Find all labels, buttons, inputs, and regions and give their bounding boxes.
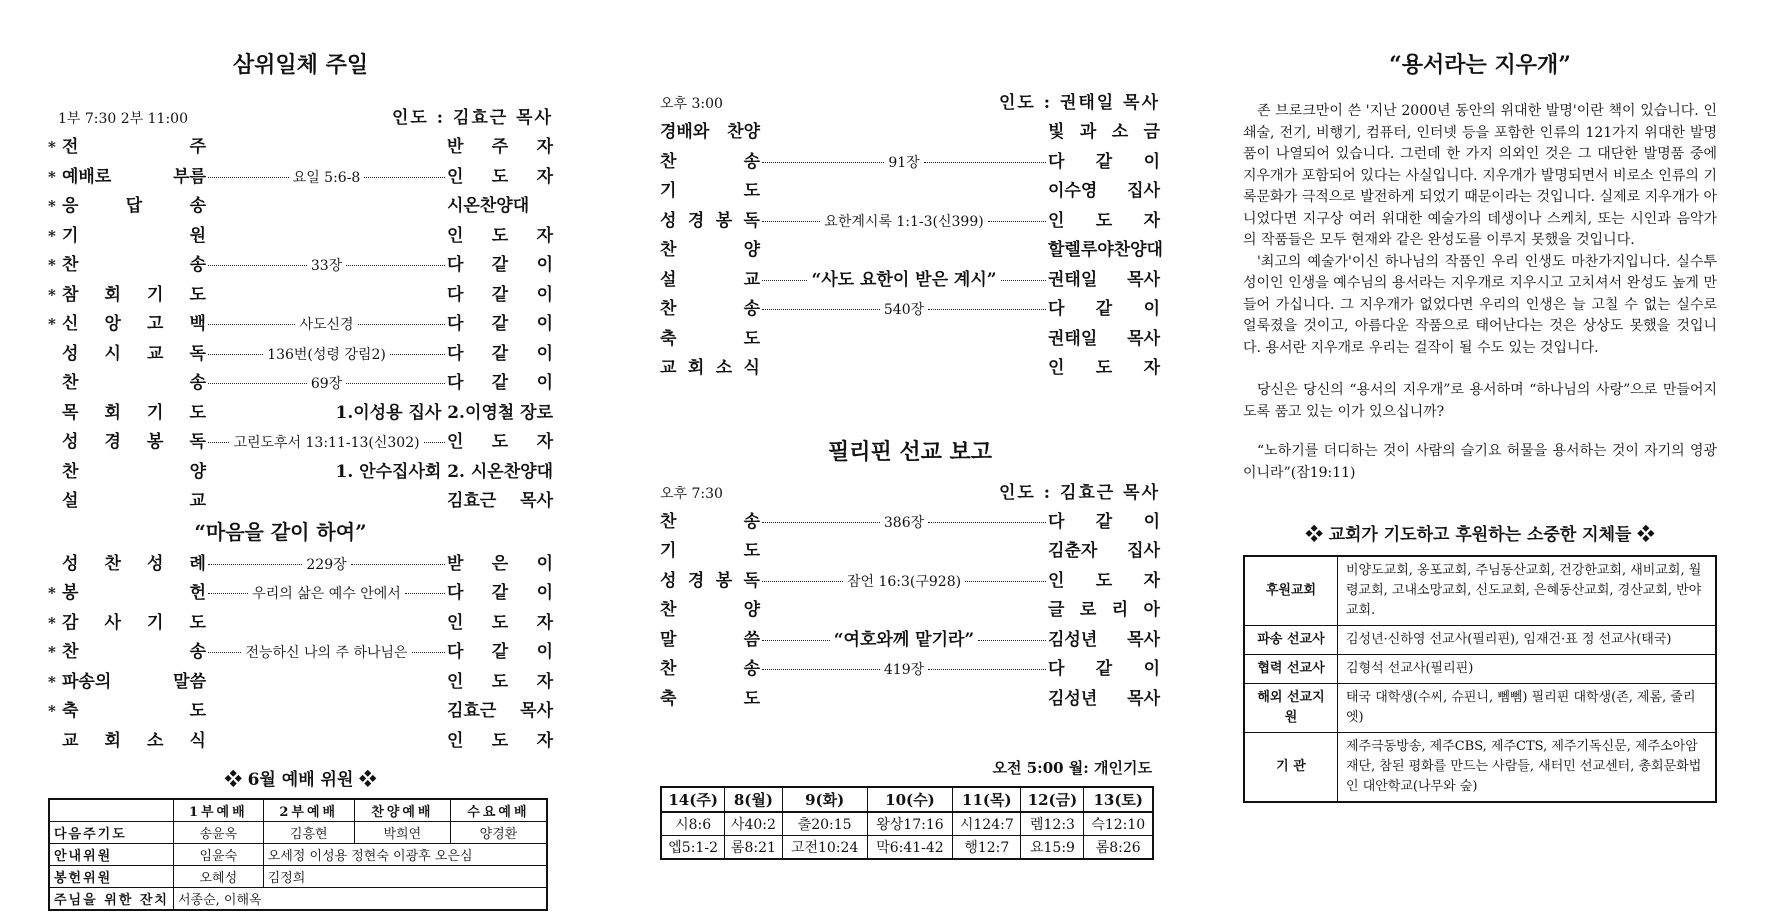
service-item-row <box>660 536 1160 566</box>
leader-line <box>762 640 830 641</box>
required-mark: * <box>48 138 56 156</box>
required-mark: * <box>48 672 56 691</box>
service-item-person: 다 같 이 <box>1048 659 1160 679</box>
support-title: ❖ 교회가 기도하고 후원하는 소중한 지체들 ❖ <box>1305 525 1655 545</box>
dotted-leader <box>760 152 1048 172</box>
support-category: 해외 선교지원 <box>1244 684 1338 733</box>
leader-line <box>346 383 445 384</box>
duty-header-cell: 1부예배 <box>173 799 263 822</box>
required-mark: * <box>48 197 56 215</box>
service-item-person: 빛 과 소 금 <box>1048 122 1160 142</box>
duty-row <box>49 822 547 844</box>
duty-header-cell: 수요예배 <box>450 799 547 822</box>
duty-cell: 임윤숙 <box>173 844 263 866</box>
dotted-leader <box>206 314 447 334</box>
service-item-person: 다 같 이 <box>1048 299 1160 319</box>
leader-line <box>762 669 880 670</box>
dotted-leader <box>206 417 336 418</box>
support-category: 파송 선교사 <box>1244 626 1338 655</box>
duty-title: ❖ 6월 예배 위원 ❖ <box>224 770 377 790</box>
article-paragraph-2: '최고의 예술가'이신 하나님의 작품인 우리 인생도 마찬가지입니다. 실수투성이인 인생을 예수님의 용서라는 지우개로 지우시고 고치셔서 완성도 높게 만들어 가십니다. 그 지우개가 없었다면 우리의 인생은 늘 고칠 수 없는 실수로 얼룩졌을 것이고, 아름다운 작품으로 태어난다는 것은 상상도 못했을 것입니다. 용서란 지우개로 우리는 걸작이 될 수도 있는 것입니다. <box>1243 253 1717 356</box>
dotted-leader <box>760 211 1048 231</box>
service-item-label: 기 도 <box>660 541 760 561</box>
service-item-person: 권태일 목사 <box>1048 269 1160 290</box>
dotted-leader <box>206 151 447 152</box>
order-of-service-afternoon <box>660 0 1163 860</box>
required-mark: * <box>48 702 56 720</box>
duty-row <box>49 844 547 866</box>
service-item-detail: 69장 <box>310 376 343 392</box>
service-item-row <box>48 578 553 608</box>
service-item-label: 말 씀 <box>660 629 760 650</box>
reading-day: 14(주) <box>661 787 725 812</box>
reading-verse: 막6:41-42 <box>867 836 952 860</box>
service-item-person: 인 도 자 <box>447 225 553 246</box>
duty-cell: 양경환 <box>450 822 547 844</box>
article-title: “용서라는 지우개” <box>1389 52 1571 78</box>
service-item-row <box>48 191 553 221</box>
service-item-label: 찬 송 <box>62 373 206 393</box>
service-item-person: 다 같 이 <box>447 284 553 305</box>
reading-verse: 렘12:3 <box>1021 812 1084 836</box>
service-item-label: 감 사 기 도 <box>62 612 206 633</box>
duty-cell: 김흥현 <box>263 822 354 844</box>
service-item-person: 받 은 이 <box>447 553 553 574</box>
dotted-leader <box>760 343 1048 344</box>
leader-line <box>1001 280 1046 281</box>
order-of-service-morning <box>48 0 553 911</box>
service-item-label: 성 경 봉 독 <box>660 210 760 231</box>
evening-header <box>660 478 1160 503</box>
reading-row <box>661 812 1153 836</box>
leader-line <box>346 265 445 266</box>
support-table <box>1243 555 1717 803</box>
service-item-person: 김효근 목사 <box>447 491 553 511</box>
dotted-leader <box>760 614 1048 615</box>
service-item-label: 성 경 봉 독 <box>62 432 206 452</box>
service-item-row <box>660 294 1160 324</box>
duty-header-cell: 2부예배 <box>263 799 354 822</box>
required-mark: * <box>48 613 56 632</box>
service-item-label: 찬 양 <box>660 600 760 620</box>
service-item-detail: 229장 <box>306 556 347 573</box>
service-item-label: 참 회 기 도 <box>62 284 206 305</box>
support-row <box>1244 733 1716 803</box>
duty-row <box>49 888 547 911</box>
service-item-row <box>48 368 553 398</box>
required-mark: * <box>48 643 56 661</box>
service-item-label: 경배와 찬양 <box>660 122 760 142</box>
required-mark: * <box>48 256 56 274</box>
service-item-row <box>660 147 1160 177</box>
service-item-person: 이수영 집사 <box>1048 181 1160 201</box>
reading-row <box>661 836 1153 860</box>
dotted-leader <box>760 265 1048 290</box>
service-item-row <box>48 457 553 487</box>
service-item-person: 인 도 자 <box>1048 210 1160 231</box>
evening-time: 오후 7:30 <box>660 485 723 502</box>
duty-role: 봉헌위원 <box>49 866 173 888</box>
service-item-row <box>48 427 553 457</box>
required-mark: * <box>48 226 56 245</box>
service-item-label: 축 도 <box>660 328 760 349</box>
leader-line <box>978 640 1046 641</box>
dotted-leader <box>206 210 447 211</box>
dotted-leader <box>206 627 447 628</box>
reading-row <box>661 787 1153 812</box>
article-paragraph-1: 존 브로크만이 쓴 '지난 2000년 동안의 위대한 발명'이란 책이 있습니다. 인쇄술, 전기, 비행기, 컴퓨터, 인터넷 등을 포함한 인류의 121가지 위대한 발명품이 나열되어 있습니다. 그런데 한 가지 의외인 것은 그 대단한 발명품 중에 지우개가 포함되어 있다는 사실입니다. 지우개가 발명되면서 비로소 인류의 기록문화가 극적으로 발전하게 되었기 때문이라는 것입니다. 실제로 지우개가 아니었다면 지구상 여러 위대한 예술가의 데생이나 스케치, 또는 시인과 음악가의 작품들은 모두 현재와 같은 완성도를 이루지 못했을 것입니다. <box>1243 103 1717 248</box>
leader-line <box>412 652 445 653</box>
dotted-leader <box>206 642 447 662</box>
reading-verse: 요15:9 <box>1021 836 1084 860</box>
service-item-detail: 요일 5:6-8 <box>292 169 361 186</box>
leader-line <box>762 162 884 163</box>
support-row <box>1244 626 1716 655</box>
service-item-person: 반 주 자 <box>447 137 553 157</box>
service-item-row <box>660 353 1160 383</box>
service-item-label: 기 원 <box>62 225 206 246</box>
service-item-row <box>660 117 1160 147</box>
service-item-person: 인 도 자 <box>447 166 553 187</box>
afternoon-header <box>660 88 1160 113</box>
service-item-row <box>48 696 553 726</box>
reading-day: 8(월) <box>725 787 782 812</box>
service-item-person: 권태일 목사 <box>1048 328 1160 349</box>
dotted-leader <box>206 240 447 241</box>
service-item-person: 다 같 이 <box>447 373 553 393</box>
support-row <box>1244 684 1716 733</box>
leader-line <box>208 652 241 653</box>
afternoon-time: 오후 3:00 <box>660 96 723 112</box>
service-item-detail: 잠언 16:3(구928) <box>846 573 962 590</box>
reading-day: 12(금) <box>1021 787 1084 812</box>
service-item-person: 1. 안수집사회 2. 시온찬양대 <box>335 461 553 482</box>
service-item-row <box>660 235 1163 265</box>
leader-line <box>762 221 820 222</box>
dotted-leader <box>206 299 447 300</box>
leader-line <box>762 581 843 582</box>
support-category: 후원교회 <box>1244 556 1338 626</box>
service-item-person: 김효근 목사 <box>447 701 553 721</box>
service-item-row <box>48 398 553 428</box>
service-item-label: 찬 송 <box>62 255 206 275</box>
service-item-row <box>48 309 553 339</box>
service-item-person: 김성년 목사 <box>1048 629 1160 650</box>
service-item-detail: 136번(성령 강림2) <box>267 346 386 363</box>
service-item-person: 인 도 자 <box>447 671 553 692</box>
service-item-label: 성 찬 성 례 <box>62 553 206 574</box>
leader-line <box>928 309 1046 310</box>
service-item-person: 다 같 이 <box>1048 151 1160 172</box>
service-item-person: 다 같 이 <box>447 314 553 334</box>
service-item-label: 찬 송 <box>62 642 206 662</box>
reading-verse: 사40:2 <box>725 812 782 836</box>
leader-line <box>988 221 1046 222</box>
reading-verse: 출20:15 <box>782 812 867 836</box>
duty-table <box>48 798 548 911</box>
service-item-person: 글 로 리 아 <box>1048 600 1160 620</box>
dotted-leader <box>760 659 1048 679</box>
required-mark: * <box>48 584 56 602</box>
reading-verse: 엡5:1-2 <box>661 836 725 860</box>
reading-verse: 행12:7 <box>953 836 1021 860</box>
duty-cell: 서종순, 이해옥 <box>173 888 547 911</box>
leader-line <box>762 280 807 281</box>
service-item-person: 인 도 자 <box>447 612 553 633</box>
dotted-leader <box>206 715 447 716</box>
reading-verse: 롬8:26 <box>1084 836 1153 860</box>
dotted-leader <box>206 476 336 477</box>
service-item-detail: 386장 <box>883 514 925 531</box>
service-item-row <box>48 250 553 280</box>
dotted-leader <box>760 512 1048 532</box>
evening-title: 필리핀 선교 보고 <box>827 438 993 465</box>
service-item-label: 예배로 부름 <box>62 166 206 187</box>
service-item-label: 교 회 소 식 <box>660 358 760 378</box>
service-item-label: 기 도 <box>660 181 760 201</box>
service-items <box>48 132 553 516</box>
support-names: 김성년·신하영 선교사(필리핀), 임재건·표 정 선교사(태국) <box>1338 626 1717 655</box>
service-item-label: 찬 송 <box>660 659 760 679</box>
leader-line <box>208 593 248 594</box>
article-paragraph-4: “노하기를 더디하는 것이 사람의 슬기요 허물을 용서하는 것이 자기의 영광이니라”(잠19:11) <box>1243 443 1717 481</box>
reading-verse: 롬8:21 <box>725 836 782 860</box>
service-item-label: 찬 양 <box>62 461 206 482</box>
dotted-leader <box>760 299 1048 319</box>
support-row <box>1244 556 1716 626</box>
service-item-detail: 91장 <box>888 154 920 171</box>
sermon-title: “마음을 같이 하여” <box>194 519 367 544</box>
service-item-detail: 33장 <box>310 258 343 274</box>
dotted-leader <box>206 167 447 187</box>
duty-header-cell <box>49 799 173 822</box>
leader-line <box>762 309 880 310</box>
support-names: 김형석 선교사(필리핀) <box>1338 655 1717 684</box>
service-item-label: 응 답 송 <box>62 196 206 216</box>
service-item-person: 시온찬양대 <box>447 196 530 216</box>
duty-cell: 송윤옥 <box>173 822 263 844</box>
service-item-person: 인 도 자 <box>447 730 553 751</box>
service-item-detail: 전능하신 나의 주 하나님은 <box>245 645 408 661</box>
service-item-detail: 요한계시록 1:1-3(신399) <box>824 213 984 230</box>
service-item-label: 성 시 교 독 <box>62 343 206 364</box>
service-item-row <box>660 206 1160 236</box>
dotted-leader <box>206 344 447 364</box>
duty-header-cell: 찬양예배 <box>354 799 450 822</box>
reading-day: 9(화) <box>782 787 867 812</box>
leader-line <box>358 324 445 325</box>
service-item-row <box>48 549 553 579</box>
service-item-person: 다 같 이 <box>447 343 553 364</box>
service-item-row <box>660 566 1160 596</box>
afternoon-leader: 인도 : 권태일 목사 <box>999 93 1160 113</box>
leader-line <box>208 442 229 443</box>
leader-line <box>208 383 307 384</box>
service-item-detail: “사도 요한이 받은 계시” <box>811 269 997 290</box>
service-item-detail: 540장 <box>883 302 925 318</box>
reading-verse: 왕상17:16 <box>867 812 952 836</box>
service-item-person: 할렐루야 찬양대 <box>1048 240 1163 260</box>
duty-cell: 김정희 <box>263 866 547 888</box>
support-names: 태국 대학생(수씨, 슈핀니, 뻼뻼) 필리핀 대학생(존, 제롬, 줄리엣) <box>1338 684 1717 733</box>
dotted-leader <box>760 136 1048 137</box>
reading-day: 10(수) <box>867 787 952 812</box>
leader-line <box>208 324 295 325</box>
duty-row <box>49 866 547 888</box>
leader-line <box>208 265 307 266</box>
required-mark: * <box>48 315 56 333</box>
required-mark: * <box>48 167 56 186</box>
service-item-row <box>660 176 1160 206</box>
service-items-2 <box>48 549 553 756</box>
duty-cell: 오혜성 <box>173 866 263 888</box>
dotted-leader <box>760 372 1048 373</box>
service-item-label: 파송의 말씀 <box>62 671 206 692</box>
leader-line <box>208 354 263 355</box>
dotted-leader <box>206 583 447 603</box>
afternoon-items <box>660 117 1163 383</box>
service-item-label: 전 주 <box>62 137 206 157</box>
service-item-row <box>48 608 553 638</box>
duty-role: 주님을 위한 잔치 <box>49 888 173 911</box>
dotted-leader <box>206 505 447 506</box>
service-item-row <box>48 726 553 756</box>
article-paragraph-3: 당신은 당신의 “용서의 지우개”로 용서하며 “하나님의 사랑”으로 만들어지도록 품고 있는 이가 있으십니까? <box>1243 382 1717 420</box>
service-item-detail: 419장 <box>883 662 925 678</box>
leader-line <box>390 354 445 355</box>
service-item-row <box>660 507 1160 537</box>
required-mark: * <box>48 285 56 304</box>
reading-day: 13(토) <box>1084 787 1153 812</box>
dotted-leader <box>760 195 1048 196</box>
duty-role: 다음주기도 <box>49 822 173 844</box>
service-item-person: 다 같 이 <box>447 583 553 603</box>
service-leader: 인도 : 김효근 목사 <box>392 108 553 128</box>
service-item-detail: 우리의 삶은 예수 안에서 <box>252 586 401 602</box>
evening-items <box>660 507 1160 714</box>
column-article <box>1243 0 1717 803</box>
service-item-row <box>660 625 1160 655</box>
dotted-leader <box>206 432 447 452</box>
service-item-person: 김춘자 집사 <box>1048 541 1160 561</box>
service-item-detail: 고린도후서 13:11-13(신302) <box>233 435 420 451</box>
reading-verse: 시124:7 <box>953 812 1021 836</box>
dotted-leader <box>206 373 447 393</box>
service-item-row <box>48 339 553 369</box>
service-item-label: 찬 양 <box>660 240 760 260</box>
service-item-label: 축 도 <box>62 701 206 721</box>
service-item-detail: 사도신경 <box>299 317 354 333</box>
leader-line <box>208 177 289 178</box>
service-item-person: 인 도 자 <box>447 432 553 452</box>
service-item-person: 인 도 자 <box>1048 358 1160 378</box>
reading-day: 11(목) <box>953 787 1021 812</box>
service-item-row <box>48 667 553 697</box>
dotted-leader <box>206 745 447 746</box>
service-item-person: 인 도 자 <box>1048 570 1160 591</box>
duty-header-row <box>49 799 547 822</box>
leader-line <box>364 177 445 178</box>
service-item-person: 다 같 이 <box>447 642 553 662</box>
dotted-leader <box>760 555 1048 556</box>
duty-cell: 박희연 <box>354 822 450 844</box>
service-item-row <box>48 486 553 516</box>
service-item-label: 찬 송 <box>660 299 760 319</box>
service-item-row <box>660 595 1160 625</box>
duty-role: 안내위원 <box>49 844 173 866</box>
service-item-row <box>660 684 1160 714</box>
dotted-leader <box>760 625 1048 650</box>
support-names: 비양도교회, 옹포교회, 주님동산교회, 건강한교회, 새비교회, 월령교회, 고내소망교회, 신도교회, 은혜동산교회, 경산교회, 반야교회. <box>1338 556 1717 626</box>
service-item-row <box>48 280 553 310</box>
service-item-person: 김성년 목사 <box>1048 688 1160 709</box>
service-item-person: 1.이성용 집사 2.이영철 장로 <box>335 402 553 423</box>
service-item-row <box>660 654 1160 684</box>
service-item-row <box>660 324 1160 354</box>
service-item-row <box>48 221 553 251</box>
dotted-leader <box>760 571 1048 591</box>
page-title: 삼위일체 주일 <box>232 52 369 78</box>
evening-leader: 인도 : 김효근 목사 <box>999 482 1160 503</box>
service-item-label: 설 교 <box>660 269 760 290</box>
dotted-leader <box>206 554 447 574</box>
leader-line <box>762 522 880 523</box>
dotted-leader <box>760 254 1048 255</box>
leader-line <box>424 442 445 443</box>
service-item-label: 설 교 <box>62 491 206 511</box>
dotted-leader <box>206 686 447 687</box>
leader-line <box>405 593 445 594</box>
leader-line <box>924 162 1046 163</box>
service-item-label: 교 회 소 식 <box>62 730 206 751</box>
support-names: 제주극동방송, 제주CBS, 제주CTS, 제주기독신문, 제주소아암재단, 참된 평화를 만드는 사람들, 새터민 선교센터, 총회문화법인 대안학교(나무와 숲) <box>1338 733 1717 803</box>
service-item-person: 다 같 이 <box>1048 511 1160 532</box>
reading-table <box>660 786 1154 860</box>
leader-line <box>965 581 1046 582</box>
support-category: 협력 선교사 <box>1244 655 1338 684</box>
service-item-label: 축 도 <box>660 688 760 709</box>
support-row <box>1244 655 1716 684</box>
reading-verse: 시8:6 <box>661 812 725 836</box>
service-time: 1부 7:30 2부 11:00 <box>58 111 188 127</box>
service-header <box>48 103 553 128</box>
service-item-label: 봉 헌 <box>62 583 206 603</box>
dawn-prayer: 오전 5:00 월: 개인기도 <box>992 759 1152 777</box>
dotted-leader <box>206 255 447 275</box>
service-item-row <box>48 162 553 192</box>
service-item-label: 성 경 봉 독 <box>660 570 760 591</box>
service-item-label: 목 회 기 도 <box>62 402 206 423</box>
service-item-label: 신 앙 고 백 <box>62 314 206 334</box>
service-item-row <box>660 265 1160 295</box>
duty-cell: 오세정 이성용 정현숙 이광후 오은심 <box>263 844 547 866</box>
service-item-row <box>48 132 553 162</box>
support-category: 기 관 <box>1244 733 1338 803</box>
leader-line <box>351 564 445 565</box>
dotted-leader <box>760 703 1048 704</box>
service-item-label: 찬 송 <box>660 151 760 172</box>
service-item-detail: “여호와께 맡기라” <box>833 629 975 650</box>
reading-verse: 고전10:24 <box>782 836 867 860</box>
service-item-row <box>48 637 553 667</box>
leader-line <box>928 522 1046 523</box>
service-item-label: 찬 송 <box>660 511 760 532</box>
service-item-person: 다 같 이 <box>447 255 553 275</box>
leader-line <box>208 564 302 565</box>
reading-verse: 슥12:10 <box>1084 812 1153 836</box>
leader-line <box>928 669 1046 670</box>
